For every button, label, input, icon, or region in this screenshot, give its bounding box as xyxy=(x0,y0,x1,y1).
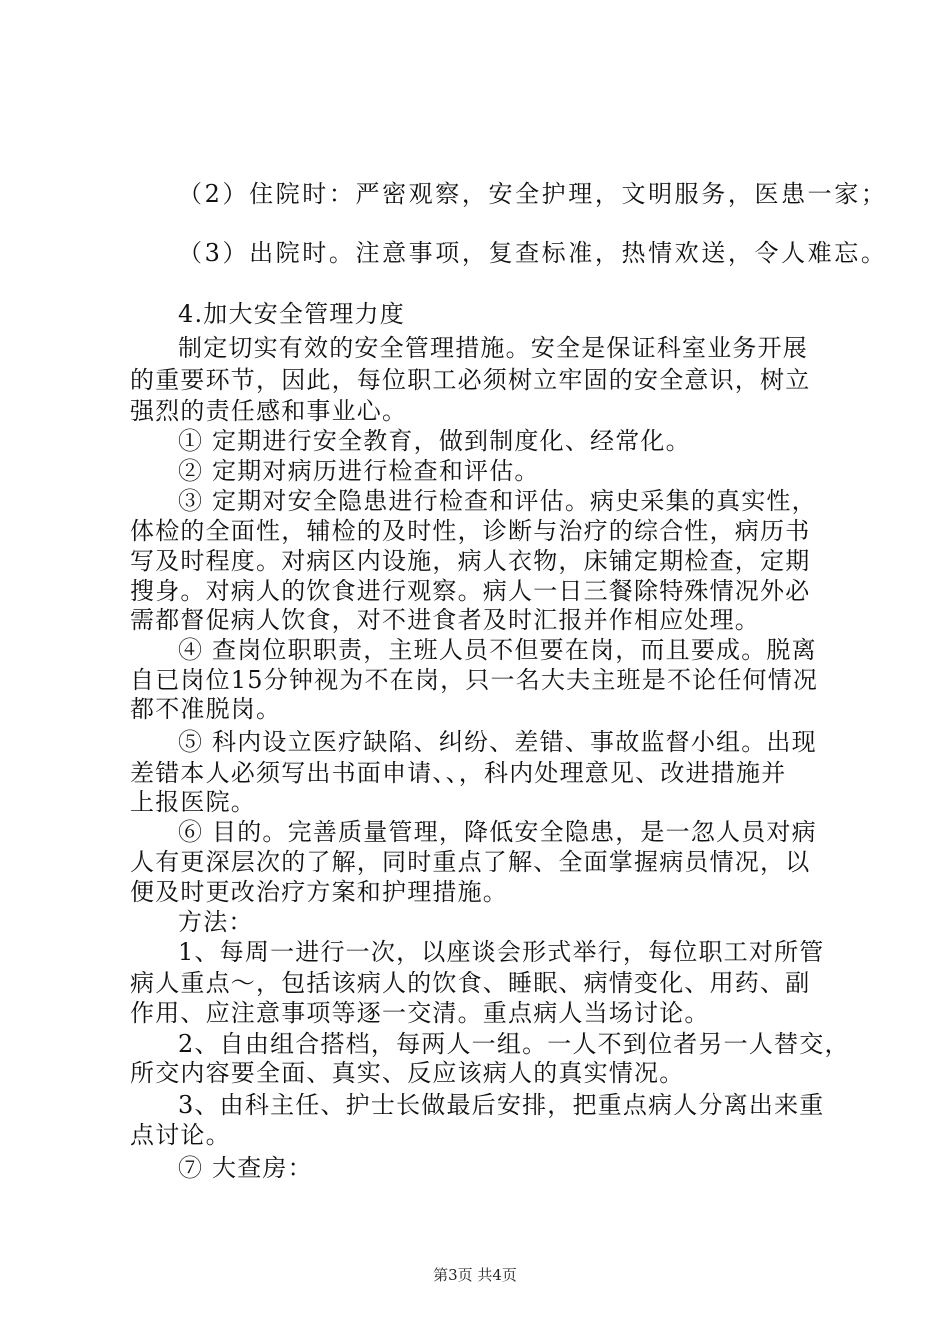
list-item: ③ 定期对安全隐患进行检查和评估。病史采集的真实性， xyxy=(178,487,817,515)
list-item: 1、每周一进行一次，以座谈会形式举行，每位职工对所管 xyxy=(178,938,825,966)
paragraph-line: 上报医院。 xyxy=(130,788,256,816)
list-item: ① 定期进行安全教育，做到制度化、经常化。 xyxy=(178,427,691,455)
list-item: 2、自由组合搭档，每两人一组。一人不到位者另一人替交， xyxy=(178,1030,850,1058)
paragraph-line: 人有更深层次的了解，同时重点了解、全面掌握病员情况，以 xyxy=(130,848,811,876)
list-item: ④ 查岗位职职责，主班人员不但要在岗，而且要成。脱离 xyxy=(178,636,817,664)
paragraph-line: 制定切实有效的安全管理措施。安全是保证科室业务开展 xyxy=(178,334,808,362)
paragraph-line: 点讨论。 xyxy=(130,1121,231,1149)
paragraph-line: 都不准脱岗。 xyxy=(130,695,282,723)
paragraph-line: 搜身。对病人的饮食进行观察。病人一日三餐除特殊情况外必 xyxy=(130,577,811,605)
paragraph-line: 的重要环节，因此，每位职工必须树立牢固的安全意识，树立 xyxy=(130,366,811,394)
paragraph-line: 强烈的责任感和事业心。 xyxy=(130,397,408,425)
paragraph-line: 体检的全面性，辅检的及时性，诊断与治疗的综合性，病历书 xyxy=(130,517,811,545)
list-item: ⑦ 大查房： xyxy=(178,1154,313,1182)
paragraph-line: 病人重点～，包括该病人的饮食、睡眠、病情变化、用药、副 xyxy=(130,969,811,997)
list-item: ⑥ 目的。完善质量管理，降低安全隐患，是一忽人员对病 xyxy=(178,818,817,846)
subheading: 方法： xyxy=(178,908,254,936)
page-number-footer: 第3页 共4页 xyxy=(433,1266,517,1284)
paragraph-line: （2）住院时：严密观察，安全护理，文明服务，医患一家； xyxy=(178,180,888,208)
section-heading: 4.加大安全管理力度 xyxy=(178,300,405,328)
paragraph-line: 作用、应注意事项等逐一交清。重点病人当场讨论。 xyxy=(130,999,710,1027)
list-item: ② 定期对病历进行检查和评估。 xyxy=(178,457,540,485)
paragraph-line: 所交内容要全面、真实、反应该病人的真实情况。 xyxy=(130,1059,685,1087)
paragraph-line: 需都督促病人饮食，对不进食者及时汇报并作相应处理。 xyxy=(130,606,760,634)
paragraph-line: 便及时更改治疗方案和护理措施。 xyxy=(130,878,508,906)
paragraph-line: 自已岗位15分钟视为不在岗，只一名大夫主班是不论任何情况 xyxy=(130,666,819,694)
list-item: 3、由科主任、护士长做最后安排，把重点病人分离出来重 xyxy=(178,1091,825,1119)
paragraph-line: （3）出院时。注意事项，复查标准，热情欢送，令人难忘。 xyxy=(178,239,888,267)
paragraph-line: 写及时程度。对病区内设施，病人衣物，床铺定期检查，定期 xyxy=(130,547,811,575)
list-item: ⑤ 科内设立医疗缺陷、纠纷、差错、事故监督小组。出现 xyxy=(178,728,817,756)
paragraph-line: 差错本人必须写出书面申请、、，科内处理意见、改进措施并 xyxy=(130,759,787,787)
